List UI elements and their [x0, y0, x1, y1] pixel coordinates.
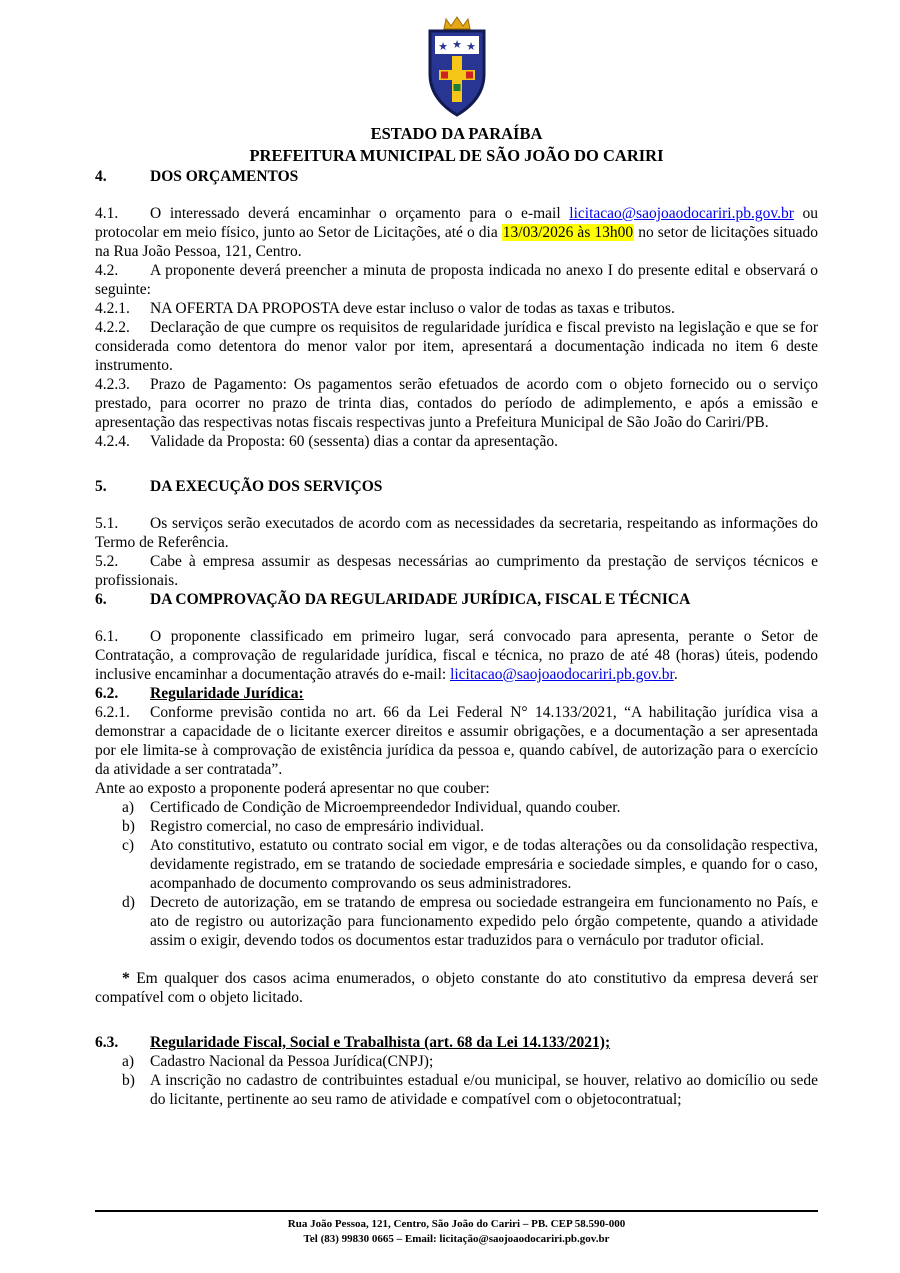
header-state: ESTADO DA PARAÍBA — [370, 124, 543, 143]
paragraph-text: NA OFERTA DA PROPOSTA deve estar incluso o valor de todas as taxas e tributos. — [150, 300, 675, 317]
paragraph-text: Ante ao exposto a proponente poderá apresentar no que couber: — [95, 780, 490, 797]
section-5-heading — [95, 477, 818, 496]
paragraph-4-1 — [95, 204, 818, 261]
list-marker: a) — [122, 1053, 135, 1070]
crest-red-detail — [466, 72, 473, 79]
list-item-text: Certificado de Condição de Microempreendedor Individual, quando couber. — [150, 799, 621, 816]
note-6-2 — [95, 969, 818, 1007]
section-6-title: DA COMPROVAÇÃO DA REGULARIDADE JURÍDICA, FISCAL E TÉCNICA — [150, 591, 691, 608]
email-link[interactable]: licitacao@saojoaodocariri.pb.gov.br — [450, 666, 674, 683]
list-item-text: Cadastro Nacional da Pessoa Jurídica(CNPJ); — [150, 1053, 434, 1070]
section-6-heading — [95, 590, 818, 609]
list-marker: a) — [122, 799, 135, 816]
paragraph-text: Prazo de Pagamento: Os pagamentos serão efetuados de acordo com o objeto fornecido ou o serviço prestado, para ocorrer no prazo de trinta dias, contados do período de adimplemento, e após a emissão e apresentação das respectivas notas fiscais respectivas junto a Prefeitura Municipal de São João do Cariri/PB. — [95, 376, 818, 431]
paragraph-number: 5.2. — [95, 553, 119, 570]
paragraph-5-1 — [95, 514, 818, 552]
section-6-3-number: 6.3. — [95, 1034, 119, 1051]
list-marker: d) — [122, 894, 135, 911]
paragraph-number: 4.2. — [95, 262, 119, 279]
paragraph-text: Os serviços serão executados de acordo com as necessidades da secretaria, respeitando as informações do Termo de Referência. — [95, 515, 818, 551]
list-item-a — [95, 1052, 818, 1071]
paragraph-number: 5.1. — [95, 515, 119, 532]
footer-contact: Tel (83) 99830 0665 – Email: licitação@saojoaodocariri.pb.gov.br — [303, 1233, 610, 1245]
list-6-2 — [95, 798, 818, 950]
section-6-3-title: Regularidade Fiscal, Social e Trabalhista (art. 68 da Lei 14.133/2021); — [150, 1034, 611, 1051]
list-marker: c) — [122, 837, 135, 854]
paragraph-text: Cabe à empresa assumir as despesas necessárias ao cumprimento da prestação de serviços técnicos e profissionais. — [95, 553, 818, 589]
crest-crown — [444, 17, 470, 29]
section-6-2-heading — [95, 684, 818, 703]
footer-address: Rua João Pessoa, 121, Centro, São João do Cariri – PB. CEP 58.590-000 — [287, 1218, 626, 1230]
header-crest — [95, 10, 818, 123]
crest-green-detail — [453, 84, 460, 91]
paragraph-4-2-2 — [95, 318, 818, 375]
list-marker: b) — [122, 818, 135, 835]
paragraph-5-2 — [95, 552, 818, 590]
crest-star: ★ — [451, 39, 462, 51]
crest-star: ★ — [437, 41, 448, 53]
paragraph-6-2-1 — [95, 703, 818, 779]
paragraph-text: O proponente classificado em primeiro lugar, será convocado para apresenta, perante o Setor de Contratação, a comprovação de regularidade jurídica, fiscal e técnica, no prazo de até 48 (horas) úteis, podendo inclusive encaminhar a documentação através do e-mail: — [95, 628, 818, 683]
crest-red-detail — [441, 72, 448, 79]
section-4-number: 4. — [95, 168, 107, 185]
page-footer — [95, 1210, 818, 1247]
list-item-text: A inscrição no cadastro de contribuintes estadual e/ou municipal, se houver, relativo ao domicílio ou sede do licitante, pertinente ao seu ramo de atividade e compatível com o objetocontratual; — [150, 1072, 818, 1108]
paragraph-6-1 — [95, 627, 818, 684]
deadline-highlight: 13/03/2026 às 13h00 — [502, 224, 634, 241]
paragraph-4-2-3 — [95, 375, 818, 432]
list-item-a — [95, 798, 818, 817]
paragraph-text: O interessado deverá encaminhar o orçamento para o e-mail — [150, 205, 570, 222]
list-item-text: Ato constitutivo, estatuto ou contrato social em vigor, e de todas alterações ou da consolidação respectiva, devidamente registrado, em se tratando de sociedade empresária e sociedade simples, e quando for o caso, acompanhado de documento comprovando os seus administradores. — [150, 837, 818, 892]
paragraph-4-2-1 — [95, 299, 818, 318]
paragraph-number: 6.2.1. — [95, 704, 130, 721]
list-item-b — [95, 817, 818, 836]
section-6-3-heading — [95, 1033, 818, 1052]
section-5-title: DA EXECUÇÃO DOS SERVIÇOS — [150, 478, 383, 495]
paragraph-text: no setor de licitações situado na Rua João Pessoa, 121, Centro. — [95, 224, 818, 260]
paragraph-4-2-4 — [95, 432, 818, 451]
paragraph-text: Validade da Proposta: 60 (sessenta) dias a contar da apresentação. — [150, 433, 559, 450]
paragraph-number: 4.1. — [95, 205, 119, 222]
paragraph-text: . — [673, 666, 678, 683]
paragraph-number: 4.2.4. — [95, 433, 130, 450]
note-star: * — [122, 970, 130, 987]
coat-of-arms-icon — [417, 14, 497, 118]
note-text: Em qualquer dos casos acima enumerados, o objeto constante do ato constitutivo da empresa deverá ser compatível com o objeto licitado. — [95, 970, 818, 1006]
paragraph-number: 6.1. — [95, 628, 119, 645]
list-6-3 — [95, 1052, 818, 1109]
list-marker: b) — [122, 1072, 135, 1089]
section-5-number: 5. — [95, 478, 107, 495]
header-municipality: PREFEITURA MUNICIPAL DE SÃO JOÃO DO CARIRI — [249, 146, 664, 165]
paragraph-4-2 — [95, 261, 818, 299]
list-item-text: Decreto de autorização, em se tratando de empresa ou sociedade estrangeira em funcionamento no País, e ato de registro ou autorização para funcionamento expedido pelo órgão competente, quando a atividade assim o exigir, devendo todos os documentos estar traduzidos para o vernáculo por tradutor oficial. — [150, 894, 818, 949]
document-header — [95, 123, 818, 167]
paragraph-text: A proponente deverá preencher a minuta de proposta indicada no anexo I do presente edital e observará o seguinte: — [95, 262, 818, 298]
list-item-text: Registro comercial, no caso de empresário individual. — [150, 818, 485, 835]
paragraph-number: 4.2.1. — [95, 300, 130, 317]
paragraph-text: Declaração de que cumpre os requisitos de regularidade jurídica e fiscal previsto na legislação e que se for considerada como detentora do menor valor por item, apresentará a documentação indicada no item 6 deste instrumento. — [95, 319, 818, 374]
section-6-2-title: Regularidade Jurídica: — [150, 685, 304, 702]
list-item-b — [95, 1071, 818, 1109]
section-6-2-number: 6.2. — [95, 685, 119, 702]
list-item-c — [95, 836, 818, 893]
paragraph-number: 4.2.2. — [95, 319, 130, 336]
section-4-title: DOS ORÇAMENTOS — [150, 168, 299, 185]
section-4-heading — [95, 167, 818, 186]
email-link[interactable]: licitacao@saojoaodocariri.pb.gov.br — [569, 205, 794, 222]
paragraph-number: 4.2.3. — [95, 376, 130, 393]
paragraph-text: ou protocolar em meio físico, junto ao Setor de Licitações, até o dia — [95, 205, 818, 241]
paragraph-6-2-intro — [95, 779, 818, 798]
paragraph-text: Conforme previsão contida no art. 66 da Lei Federal N° 14.133/2021, “A habilitação jurídica visa a demonstrar a capacidade de o licitante exercer direitos e assumir obrigações, e a documentação a ser apresentada por ele limita-se à comprovação de existência jurídica da pessoa e, quando cabível, de autorização para o exercício da atividade a ser contratada”. — [95, 704, 818, 778]
list-item-d — [95, 893, 818, 950]
crest-star: ★ — [465, 41, 476, 53]
section-6-number: 6. — [95, 591, 107, 608]
